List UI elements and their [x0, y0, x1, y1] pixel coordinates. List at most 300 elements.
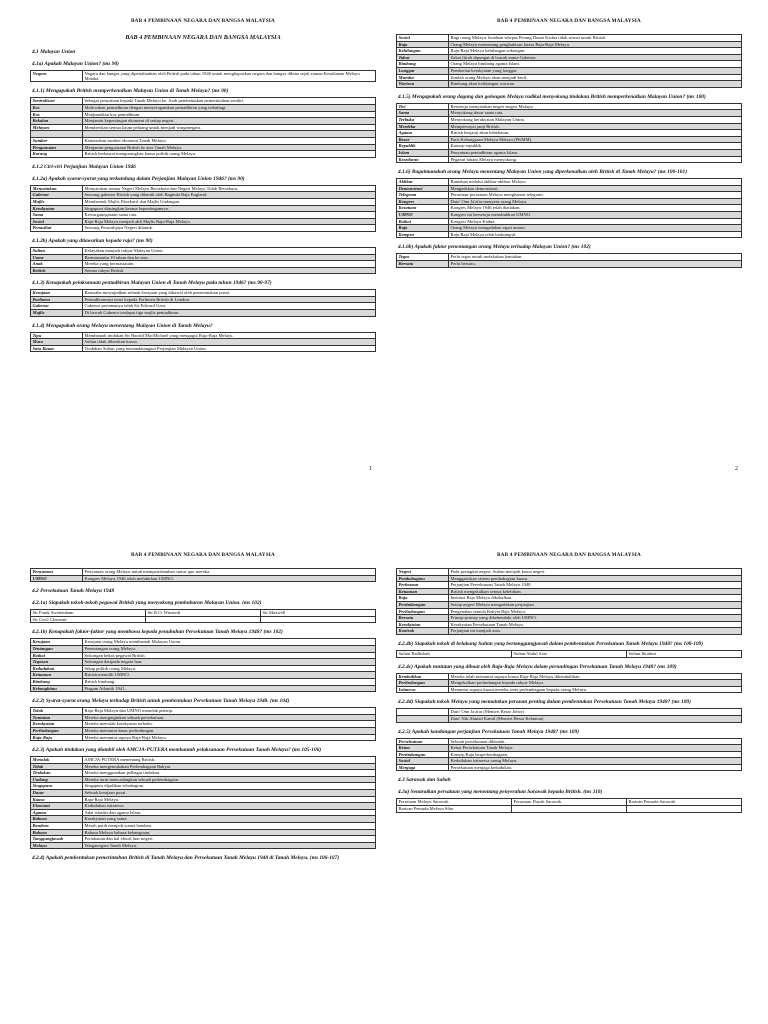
row-text: Sokongan daripada negara luar.	[83, 659, 376, 666]
row-text: Jumlah orang Melayu akan menjadi kecil.	[449, 74, 742, 81]
row-key: Dasar	[31, 790, 83, 797]
table-row	[397, 569, 742, 576]
row-text: British memilih UMNO.	[83, 672, 376, 679]
row-key: Tolak	[31, 708, 83, 715]
table-row	[31, 734, 376, 741]
row-text: Mengekalkan perlindungan kepada rakyat Melayu.	[449, 680, 742, 687]
row-key: Ketuanan	[31, 672, 83, 679]
row-key: Telegram	[397, 192, 449, 199]
row-key: Umur	[31, 254, 83, 261]
row-text: Kongres Melayu Kedua.	[449, 218, 742, 225]
row-key: Parlimen	[31, 296, 83, 303]
row-key: Menjaga	[397, 764, 449, 771]
table-row	[31, 131, 376, 138]
row-key: Agama	[397, 130, 449, 137]
row-text: Menggariskan sistem pembahagian kuasa.	[449, 575, 742, 582]
row-key: Sultan	[31, 247, 83, 254]
row-key	[397, 715, 449, 722]
grid-cell: Barisan Pemuda Melayu Sibu	[397, 806, 512, 813]
row-key: Kedudukan	[31, 665, 83, 672]
section-heading: 4.1.4) Mengapakah orang Melayu menentang Malayan Union di Tanah Melayu?	[32, 322, 213, 329]
row-text: Pada peringkat negeri, Sultan menjadi ketua negeri.	[449, 569, 742, 576]
row-key: Mundur	[397, 74, 449, 81]
section-heading: 4.3a) Senaraikan persatuan yang menentang penyerahan Sarawak kepada British. (ms 110)	[398, 789, 603, 796]
table-row	[31, 192, 376, 199]
row-key: Penasihat	[31, 225, 83, 232]
table-row	[397, 745, 742, 752]
row-text: Sebuah kerajaan pusat.	[83, 790, 376, 797]
table-row	[31, 776, 376, 783]
row-key: Majlis	[31, 198, 83, 205]
row-text: Mereka menolak kerakyatan terbuka.	[83, 721, 376, 728]
row-text: Mereka telah menuntut supaya kuasa Raja-Raja Melayu dikembalikan.	[449, 673, 742, 680]
table-row	[31, 98, 376, 105]
row-key	[397, 709, 449, 716]
row-key: Tegasan	[31, 659, 83, 666]
table-row	[397, 123, 742, 130]
row-text: Memberikan semua kaum peluang untuk menjadi warganegara.	[83, 124, 376, 131]
table-row	[31, 261, 376, 268]
row-text: Raja-Raja Melayu.	[83, 796, 376, 803]
row-key: Melayu	[31, 842, 83, 849]
table-row	[397, 198, 742, 205]
row-text: Raja-Raja Melayu telah berkumpul.	[449, 231, 742, 238]
table-row	[31, 790, 376, 797]
row-key: Menyatukan	[31, 185, 83, 192]
row-text: Raja-Raja Melayu kehilangan sokongan.	[449, 48, 742, 55]
row-text: Seorang gabenor British yang dilantik oleh Baginda Raja England.	[83, 192, 376, 199]
table-row	[31, 105, 376, 112]
row-text: Parti Kebangsaan Melayu Malaya (PKMM).	[449, 136, 742, 143]
row-key: Melayan	[31, 124, 83, 131]
section-heading: 4.2.3) Apakah tindakan yang diambil oleh AMCJA-PUTERA membantah pelaksanaan Persekutuan Tanah Melayu? (ms 105-106)	[32, 747, 322, 754]
row-key: Perlindungan	[397, 680, 449, 687]
grid-cell: Barisan Pemuda Sarawak	[627, 799, 742, 806]
row-text: Sebagai penyatuan kepada Tanah Melayu ke. Arah pembentukan pemerintahan sendiri.	[83, 98, 376, 105]
row-text: Sikap politik orang Melayu.	[83, 665, 376, 672]
row-key: Sumber	[31, 137, 83, 144]
row-text: Konsep Raja berperlembagaan.	[449, 751, 742, 758]
row-text: Dato' Onn Ja'afar (Menteri Besar Johor)	[449, 709, 742, 716]
table-row	[397, 673, 742, 680]
section-heading: 4.3 Sarawak dan Sabah	[398, 777, 451, 784]
row-text: Pengenalan semula Rakyat Raja Melayu.	[449, 608, 742, 615]
row-key: Akhbar	[397, 179, 449, 186]
row-text: Negara dan bangsa yang dipertahankan oleh British pada tahun 1946 untuk menghapuskan negara dan bangsa dibina sejak zaman Kesultanan Melayu Melaka.	[83, 71, 376, 82]
row-text: Raja-Raja Melayu dan UMNO menolak prinsip.	[83, 708, 376, 715]
row-text: Kerakyatan yang sama.	[83, 816, 376, 823]
row-text: Bahasa Melayu bahasa kebangsaan.	[83, 829, 376, 836]
row-text: Mereka mengemukakan Perlembagaan Rakyat.	[83, 763, 376, 770]
row-text: Bersetuju menyatukan negeri-negeri Melayu.	[449, 103, 742, 110]
table-row	[31, 310, 376, 317]
row-text: Menuntut supaya kuasa mereka serta perlembagaan kepada orang Melayu.	[449, 686, 742, 693]
row-text: Sebuah persekutuan dibentuk.	[449, 738, 742, 745]
table-row	[31, 823, 376, 830]
row-text: Berusaha mewujudkan sebuah kerajaan yang dikawal oleh pemerintahan pusat.	[83, 290, 376, 297]
table-row	[31, 151, 376, 158]
row-text: Kerakyatan Persekutuan Tanah Melayu.	[449, 621, 742, 628]
row-text: Institusi Raja Melayu dikekalkan.	[449, 595, 742, 602]
grid-cell: Persatuan Dayak Sarawak	[512, 799, 627, 806]
notes-table	[30, 332, 376, 353]
row-key: Kongres	[397, 198, 449, 205]
row-key: Ketua	[397, 745, 449, 752]
notes-table	[396, 673, 742, 694]
page-header: BAB 4 PEMBINAAN NEGARA DAN BANGSA MALAYSIA	[131, 552, 275, 558]
row-text: Mereka menginginkan sebuah persekutuan.	[83, 714, 376, 721]
row-text: Kongres Melayu 1946 telah melahirkan UMNO.	[83, 575, 376, 582]
row-key: Bimbang	[31, 678, 83, 685]
grid-cell: Sultan Ibrahim	[627, 650, 742, 657]
table-row	[31, 708, 376, 715]
table-row	[31, 645, 376, 652]
row-text: Ketua Persekutuan Tanah Melayu.	[449, 745, 742, 752]
row-text: Sokongan bekas pegawai British.	[83, 652, 376, 659]
table-row	[31, 575, 376, 582]
row-key: Mara	[31, 339, 83, 346]
row-text: Raja-Raja Melayu menjadi ahli Majlis Raja-Raja Melayu.	[83, 218, 376, 225]
row-text: Penyatuan orang Melayu untuk mempertahankan status quo mereka.	[83, 569, 376, 576]
row-key: Ketuanan	[397, 588, 449, 595]
row-text: Perjanjian ini menjadi asas.	[449, 628, 742, 635]
table-row	[397, 130, 742, 137]
row-key: Besar	[397, 136, 449, 143]
table-row	[397, 758, 742, 765]
table-row	[31, 296, 376, 303]
table-row	[31, 303, 376, 310]
section-heading: 4.1.5) Mengapakah orang dagang dan golongan Melayu radikal menyokong tindakan British memperkenalkan Malayan Union? (ms 100)	[398, 93, 706, 100]
row-key: Sama	[397, 110, 449, 117]
notes-table	[30, 185, 376, 232]
row-text: Menyokong dasar sama rata.	[449, 110, 742, 117]
section-heading: 4.1a) Apakah Malayan Union? (ms 90)	[32, 61, 119, 67]
table-row	[31, 71, 376, 82]
table-row	[397, 192, 742, 199]
row-text: Kemasukan sumber ekonomi Tanah Melayu.	[83, 137, 376, 144]
row-key: Sosial	[397, 35, 449, 42]
table-row	[397, 156, 742, 163]
table-row	[31, 757, 376, 764]
row-text: Seorang Pesuruhjaya Negeri dilantik.	[83, 225, 376, 232]
row-key: Tuntutan	[31, 714, 83, 721]
table-row	[31, 842, 376, 849]
name-grid	[30, 609, 376, 623]
row-key: Singapura	[31, 783, 83, 790]
row-text: Kerajaan orang Melayu membantah Malayan Union.	[83, 639, 376, 646]
table-row	[397, 205, 742, 212]
row-key: Kos	[31, 105, 83, 112]
grid-cell: Sultan Abdul Aziz	[512, 650, 627, 657]
table-row	[397, 608, 742, 615]
row-key: Tindakan	[31, 770, 83, 777]
row-key: Raja	[397, 41, 449, 48]
row-text: Bimbang akan kehilangan warisan.	[449, 81, 742, 88]
row-key: Perlindungan	[397, 608, 449, 615]
row-key: Kebangkitan	[31, 685, 83, 692]
row-key: Tegas	[397, 254, 449, 261]
section-heading: 4.1.6) Bagaimanakah orang Melayu menentang Malayan Union yang diperkenalkan oleh British di Tanah Melayu? (ms 100-101)	[398, 169, 687, 176]
table-row	[397, 621, 742, 628]
row-text: Bantahan melalui akhbar-akhbar Melayu.	[449, 179, 742, 186]
row-text: British berhasrat mengurangkan kuasa politik orang Melayu.	[83, 151, 376, 158]
row-text: Penyatuan pentadbiran agama Islam.	[449, 149, 742, 156]
row-text: Sultan tidak diberikan kuasa.	[83, 339, 376, 346]
row-key: Bendera	[31, 823, 83, 830]
table-row	[397, 74, 742, 81]
row-text: Mereka menggunakan pelbagai tindakan.	[83, 770, 376, 777]
table-row	[31, 770, 376, 777]
table-row	[31, 339, 376, 346]
table-row	[397, 595, 742, 602]
row-text: Perlu bersatu.	[449, 261, 742, 268]
row-key: Pembahagian	[397, 575, 449, 582]
row-key: Kempen	[397, 231, 449, 238]
notes-table	[396, 568, 742, 635]
row-text: Semua rakyat British.	[83, 267, 376, 274]
page-4	[396, 548, 742, 1016]
page-header: BAB 4 PEMBINAAN NEGARA DAN BANGSA MALAYSIA	[497, 18, 641, 24]
row-key: Kerajaan	[31, 639, 83, 646]
row-text: Perlu tegas untuk melakukan bantahan.	[449, 254, 742, 261]
table-row	[397, 41, 742, 48]
row-text: Bagi orang Melayu, keadaan selepas Perang Dunia Kedua tidak sesuai untuk British.	[449, 35, 742, 42]
table-row	[31, 144, 376, 151]
row-key: Warisan	[397, 81, 449, 88]
row-text: Adat istiadat dan agama Islam.	[83, 809, 376, 816]
row-text: Menjamin penguasaan British ke atas Tanah Melayu.	[83, 144, 376, 151]
row-text: Mereka menuntut dasar perlindungan.	[83, 727, 376, 734]
grid-cell	[261, 616, 376, 623]
row-text: Warganegara Tanah Melayu.	[83, 842, 376, 849]
table-row	[31, 714, 376, 721]
notes-table	[396, 178, 742, 238]
section-heading: 4.1.3) Kenapakah pelaksanaan pentadbiran Malayan Union di Tanah Melayu pada tahun 1946? (ms 90-97)	[32, 280, 272, 287]
row-key: Tiri	[397, 103, 449, 110]
page-number: 1	[369, 466, 372, 472]
row-key: Pertimbangan	[397, 601, 449, 608]
row-key: Majlis	[31, 310, 83, 317]
name-grid	[396, 650, 742, 658]
row-key: Bahasa	[31, 829, 83, 836]
section-heading: 4.1.2b) Apakah yang ditawarkan kepada raja? (ms 90)	[32, 237, 153, 244]
table-row	[31, 137, 376, 144]
row-key	[31, 131, 83, 138]
table-row	[397, 686, 742, 693]
table-row	[31, 727, 376, 734]
table-row	[397, 680, 742, 687]
table-row	[397, 61, 742, 68]
row-text: Menjamin kepentingan ekonomi di setiap negeri.	[83, 118, 376, 125]
row-key: Sentralisasi	[31, 98, 83, 105]
table-row	[31, 212, 376, 219]
row-text: Perjanjian Persekutuan Tanah Melayu 1948.	[449, 582, 742, 589]
grid-cell: Sir Maxwell	[261, 610, 376, 617]
row-key: Merdeka	[397, 123, 449, 130]
grid-cell: Sir R.O. Winstedt	[146, 610, 261, 617]
table-row	[31, 218, 376, 225]
table-row	[31, 721, 376, 728]
row-text: Membentuk Majlis Eksekutif dan Majlis Undangan.	[83, 198, 376, 205]
table-row	[397, 582, 742, 589]
row-key: Kesedaran	[397, 156, 449, 163]
row-key: Negara	[31, 71, 83, 82]
table-row	[31, 198, 376, 205]
table-row	[31, 247, 376, 254]
section-heading: 4.1.2a) Apakah syarat-syarat yang terkandung dalam Perjanjian Malayan Union 1946? (ms 90)	[32, 175, 245, 182]
row-text: Dato' Onn Ja'afar menyeru orang Melayu.	[449, 198, 742, 205]
grid-cell: Sultan Badlishah	[397, 650, 512, 657]
row-key: Persekutuan	[397, 738, 449, 745]
grid-cell	[512, 806, 627, 813]
row-key: Perlindungan	[31, 727, 83, 734]
section-heading: 4.1.1) Mengapakah British memperkenalkan Malayan Union di Tanah Melayu? (ms 90)	[32, 88, 229, 95]
row-key: Kehilangan	[397, 48, 449, 55]
row-key: British	[31, 267, 83, 274]
table-row	[397, 709, 742, 716]
table-row	[397, 575, 742, 582]
row-key: Ekonomi	[31, 803, 83, 810]
row-key: Langgar	[397, 67, 449, 74]
row-text: Konsep republik.	[449, 143, 742, 150]
section-heading: 4.2.4c) Apakah tuntutan yang dibuat oleh Raja-Raja Melayu dalam perundingan Persekutuan Tanah Melayu 1948? (ms 109)	[398, 663, 677, 670]
row-text: Mereka menuntut supaya Raja-Raja Melayu.	[83, 734, 376, 741]
row-text: British bimbang.	[83, 678, 376, 685]
section-heading: 4.2.2) Syarat-syarat orang Melayu terhadap British untuk pembentukan Persekutuan Tanah Melayu 1948. (ms 104)	[32, 698, 290, 705]
table-row	[397, 35, 742, 42]
table-row	[397, 67, 742, 74]
row-text: Prinsip-prinsip yang dikehendaki oleh UMNO.	[449, 615, 742, 622]
row-key: Bersatu	[397, 615, 449, 622]
table-row	[397, 615, 742, 622]
row-text: Singapura dijadikan sebahagian.	[83, 783, 376, 790]
section-heading: 4.2.4) Apakah pembentukan pemerintahan British di Tanah Melayu dan Persekutuan Tanah Melayu 1948 di Tanah Melayu. (ms 106-107)	[32, 855, 340, 862]
grid-cell: Persatuan Melayu Sarawak	[397, 799, 512, 806]
table-row	[31, 185, 376, 192]
row-key: Agama	[31, 809, 83, 816]
row-key: Tentangan	[31, 645, 83, 652]
row-key: Tipu	[31, 332, 83, 339]
row-text: Mengadakan demonstrasi.	[449, 185, 742, 192]
table-row	[31, 803, 376, 810]
table-row	[31, 124, 376, 131]
row-key: Bimbang	[397, 61, 449, 68]
row-key: Bekalan	[31, 118, 83, 125]
row-text	[83, 131, 376, 138]
table-row	[31, 796, 376, 803]
row-text: Orang Melayu bimbang agama Islam.	[449, 61, 742, 68]
row-text: Kedudukan istimewa orang Melayu.	[449, 758, 742, 765]
row-text: Orang Melayu mengadakan rapat umum.	[449, 225, 742, 232]
table-row	[397, 715, 742, 722]
row-key: Anak	[31, 261, 83, 268]
table-row	[397, 103, 742, 110]
notes-table	[30, 70, 376, 82]
table-row	[397, 116, 742, 123]
row-text: Gabenor pertamanya ialah Sir Edward Gent.	[83, 303, 376, 310]
notes-table	[396, 103, 742, 163]
row-text: Kewarganegaraan sama rata.	[83, 212, 376, 219]
row-key: Raja	[397, 225, 449, 232]
table-row	[31, 332, 376, 339]
table-row	[31, 836, 376, 843]
notes-table	[30, 247, 376, 274]
row-text: Membantah tindakan Sir Harold MacMichael yang mengugut Raja-Raja Melayu.	[83, 332, 376, 339]
row-key: Kontrak	[397, 628, 449, 635]
row-key: Kos	[31, 111, 83, 118]
row-key: Kesatuan	[397, 205, 449, 212]
table-row	[31, 254, 376, 261]
section-heading: 4.2.5) Apakah kandungan perjanjian Persekutuan Tanah Melayu 1948? (ms 109)	[398, 728, 579, 735]
page-number: 2	[735, 466, 738, 472]
row-key: Bahasa	[31, 816, 83, 823]
row-key: Gabenor	[31, 192, 83, 199]
row-text: Bermastautin 10 tahun dan ke atas.	[83, 254, 376, 261]
row-key: Demonstrasi	[397, 185, 449, 192]
row-text: Piagam Atlantik 1941.	[83, 685, 376, 692]
name-grid	[396, 798, 742, 812]
row-key: Kerakyatan	[31, 721, 83, 728]
row-key: Negeri	[397, 569, 449, 576]
row-key: Boikot	[31, 652, 83, 659]
row-text: Kelayakan menjadi rakyat Malayan Union.	[83, 247, 376, 254]
row-text: Merah putih menjadi warna bendera.	[83, 823, 376, 830]
row-key: Undang	[31, 776, 83, 783]
row-key: UMNO	[397, 212, 449, 219]
table-row	[31, 678, 376, 685]
table-row	[397, 588, 742, 595]
notes-table	[396, 253, 742, 267]
row-key: Menolak	[31, 757, 83, 764]
row-text: Menyokong kerakyatan Malayan Union.	[449, 116, 742, 123]
row-key: Kerakyatan	[397, 621, 449, 628]
table-row	[397, 628, 742, 635]
row-text: Pertahanan dan hal ehwal luar negeri.	[83, 836, 376, 843]
notes-table	[30, 638, 376, 692]
table-row	[397, 179, 742, 186]
row-key: Sosial	[397, 758, 449, 765]
table-row	[397, 231, 742, 238]
row-text: Pentadbirannya terus kepada Parlimen British di London.	[83, 296, 376, 303]
table-row	[397, 110, 742, 117]
row-text: Dato' Nik Ahmad Kamil (Menteri Besar Kelantan)	[449, 715, 742, 722]
row-key: Islam	[397, 149, 449, 156]
row-text: Persekutuan menjaga kedudukan.	[449, 764, 742, 771]
row-text: British mengekalkan semua kelebihan.	[449, 588, 742, 595]
table-row	[397, 738, 742, 745]
row-key: Raja-Raja	[31, 734, 83, 741]
grid-cell: Sir Cecil Clementi	[31, 616, 146, 623]
row-text: Penentangan orang Melayu.	[83, 645, 376, 652]
grid-cell	[146, 616, 261, 623]
row-text: Orang Melayu menentang penghakisan kuasa Raja-Raja Melayu.	[449, 41, 742, 48]
table-row	[31, 685, 376, 692]
table-row	[397, 212, 742, 219]
notes-table	[30, 756, 376, 849]
table-row	[31, 225, 376, 232]
row-key: Perbezaan	[397, 582, 449, 589]
section-heading: 4.1 Malayan Union	[32, 49, 76, 55]
row-text: Pemberian kerakyatan yang longgar.	[449, 67, 742, 74]
row-key: Kerajaan	[31, 290, 83, 297]
row-key: Kembalikan	[397, 673, 449, 680]
row-key: Boikot	[397, 218, 449, 225]
section-heading: 4.2.1b) Kenapakah faktor-faktor yang membawa kepada penubuhan Persekutuan Tanah Melayu 1948? (ms 102)	[32, 629, 283, 636]
table-row	[397, 48, 742, 55]
page-3	[30, 548, 376, 1016]
row-text: Kongres Melayu 1946 telah diadakan.	[449, 205, 742, 212]
table-row	[31, 205, 376, 212]
